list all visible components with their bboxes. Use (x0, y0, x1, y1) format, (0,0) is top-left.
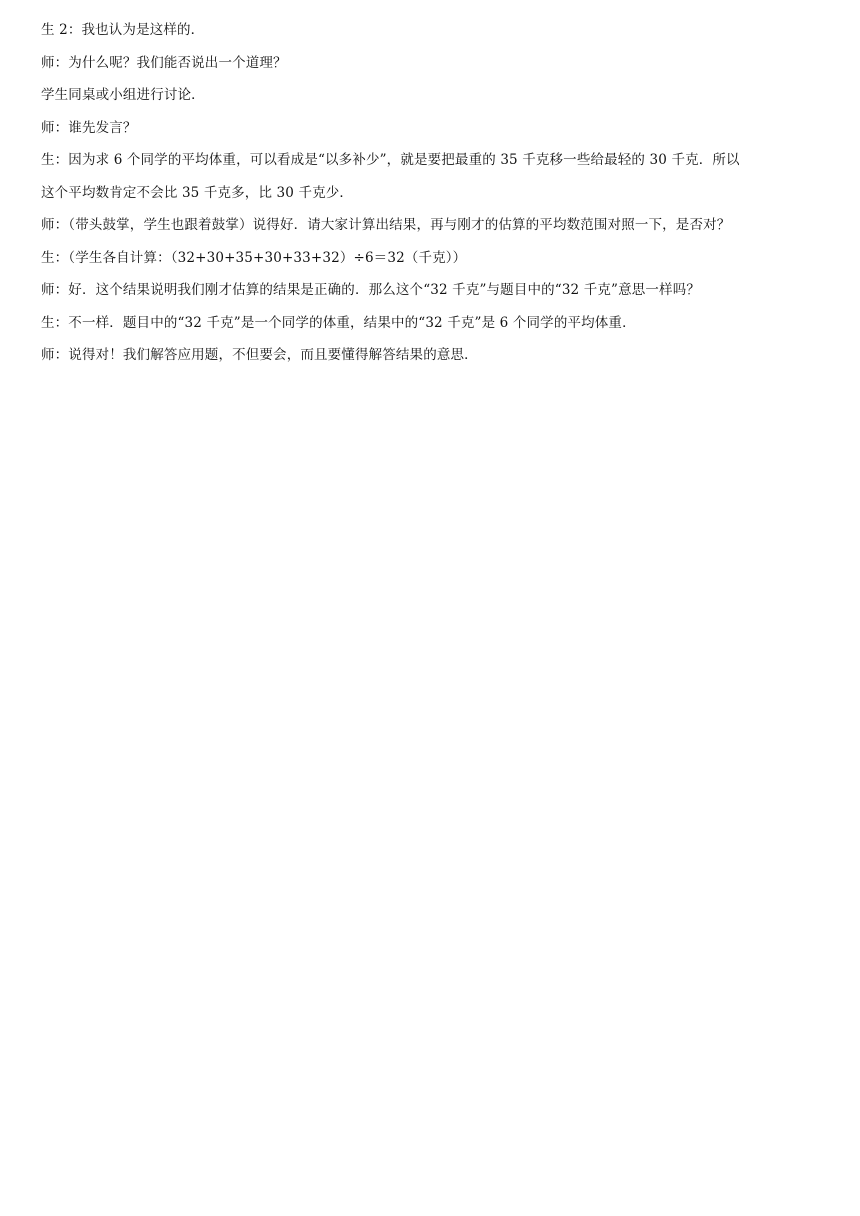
document-body (41, 21, 821, 379)
dialogue-line: 生：不一样．题目中的“32 千克”是一个同学的体重，结果中的“32 千克”是 6 个同学的平均体重． (41, 314, 636, 331)
narration-line: 学生同桌或小组进行讨论． (41, 87, 205, 103)
dialogue-line: 师：好．这个结果说明我们刚才估算的结果是正确的．那么这个“32 千克”与题目中的“32 千克”意思一样吗？ (41, 282, 700, 298)
dialogue-continuation-line: 这个平均数肯定不会比 35 千克多，比 30 千克少． (41, 184, 354, 201)
dialogue-line: 师：谁先发言？ (41, 119, 137, 136)
dialogue-line: 生 2：我也认为是这样的． (41, 22, 205, 38)
dialogue-line: 师：说得对！我们解答应用题，不但要会，而且要懂得解答结果的意思． (41, 347, 478, 363)
dialogue-line: 师：为什么呢？我们能否说出一个道理？ (41, 54, 287, 71)
dialogue-line: 生：因为求 6 个同学的平均体重，可以看成是“以多补少”，就是要把最重的 35 千克移一些给最轻的 30 千克．所以 (41, 152, 740, 168)
calculation-line: 生：（学生各自计算：（32+30+35+30+33+32）÷6＝32（千克）） (41, 249, 467, 266)
dialogue-line: 师：（带头鼓掌，学生也跟着鼓掌）说得好．请大家计算出结果，再与刚才的估算的平均数范围对照一下，是否对？ (41, 217, 731, 233)
